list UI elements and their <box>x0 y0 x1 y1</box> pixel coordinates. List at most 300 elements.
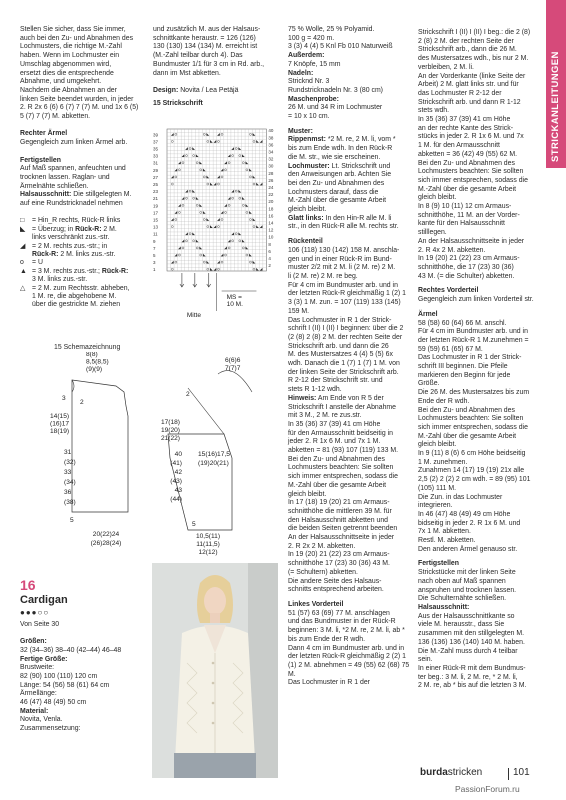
text-line: In 19 (20) 21 (22) 23 cm Armaus- <box>288 551 390 559</box>
legend-row <box>20 259 144 267</box>
text-line: 7 Knöpfe, 15 mm <box>288 60 341 68</box>
legend-symbol <box>20 234 32 242</box>
legend-text: links verschränkt zus.-str. <box>32 234 110 242</box>
text-line: der letzten Rück-R 1 M.zunehmen = <box>418 336 529 344</box>
text-line: = 10 x 10 cm. <box>288 113 330 121</box>
text-line: li (2 M. re) 2 M. re beg. <box>288 272 358 280</box>
text-line: wdh. Danach die 1 (7) 1 (7) 1 M. von <box>288 360 400 368</box>
text-line: Die andere Seite des Halsaus- <box>288 577 382 585</box>
legend-symbol <box>20 276 32 284</box>
legend-text: 3 M. links zus.-str. <box>32 276 88 284</box>
text-line: muster 2/2 mit 2 M. li (2 M. re) 2 M. <box>288 264 396 272</box>
sleeve-length-value: 46 (47) 48 (49) 50 cm <box>20 699 87 707</box>
column-2 <box>153 26 278 108</box>
sizes-heading: Größen: <box>20 638 47 646</box>
text-line: bis zum Ende der R wdh. <box>288 635 365 643</box>
chest-value: 82 (90) 100 (110) 120 cm <box>20 672 98 680</box>
repeat-label-2: 10 M. <box>226 301 243 308</box>
text-line: 130 (130) 134 (134) M. erreicht ist <box>153 43 258 51</box>
text-line: Größe. <box>418 380 440 388</box>
text-line: bei den Zu- und Abnahmen des <box>288 179 385 187</box>
text-line: sich immer entsprechen, sodass die <box>288 473 398 481</box>
text-line: 106 (118) 130 (142) 158 M. anschla- <box>288 246 400 254</box>
text-line: 2. R 2x 2 M. abketten. <box>288 542 356 550</box>
page-number: 101 <box>513 767 530 778</box>
text-line: M.-Zahl über die gesamte Arbeit <box>418 432 517 440</box>
row-label-left: 17 <box>153 210 159 216</box>
back-height-dim: 36 <box>64 489 72 496</box>
row-label-right: 24 <box>268 185 274 190</box>
sleeve-length-dim: 43 <box>174 487 182 494</box>
text-line: ersetzt dies die entsprechende <box>20 69 114 77</box>
text-line: gleich bleibt. <box>288 490 327 498</box>
text-line: Das Lochmuster in R 1 der <box>288 679 370 687</box>
text-line: der letzten Rück-R gleichmäßig 1 (2) 1 <box>288 290 406 298</box>
text-line: Bei den Zu- und Abnahmen des <box>288 455 385 463</box>
text-line: Maschenprobe: <box>288 95 339 103</box>
legend-text: = U <box>32 259 43 267</box>
text-line: 3 (3) 1 M. zun. = 107 (119) 133 (145) <box>288 299 401 307</box>
row-label-left: 27 <box>153 174 159 180</box>
footer-separator <box>508 768 509 780</box>
text-line: stilllegen. <box>418 229 447 237</box>
pattern-section-16 <box>20 578 146 734</box>
text-line: der letzten Rück-R gleichmäßig 2 (2) 1 <box>288 653 406 661</box>
text-line: Lochmusters beachten: Sie sollten <box>288 464 394 472</box>
row-label-right: 18 <box>268 206 274 212</box>
schema-title: 15 Schemazeichnung <box>54 344 121 351</box>
text-line: In 8 (9) 10 (11) 12 cm Armaus- <box>418 203 512 211</box>
text-line: trocknen lassen. Raglan- und <box>20 173 110 181</box>
footer-brand-light: stricken <box>447 767 483 778</box>
legend-row <box>20 251 144 259</box>
text-line: die beiden Seiten getrennt beenden <box>288 525 398 533</box>
row-label-left: 1 <box>153 267 156 273</box>
text-line: schnitthöhe, die 17 (23) 30 (36) <box>418 263 514 271</box>
back-top-dim: 8,5(8,5) <box>86 358 109 366</box>
text-line: Glatt links: In den Hin-R alle M. li <box>288 214 392 222</box>
text-line: In 35 (36) 37 (39) 41 cm Höhe <box>288 420 381 428</box>
watermark: PassionForum.ru <box>455 784 520 794</box>
text-line: der linken Seite der Strickschrift arb. <box>288 368 399 376</box>
sleeve-left-dim: 17(18) <box>160 419 180 426</box>
row-label-right: 38 <box>268 135 274 141</box>
legend-text: Rück-R: 2 M. links zus.-str. <box>32 251 116 259</box>
neckband-text <box>153 26 278 78</box>
repeat-label: MS = <box>226 294 242 301</box>
text-line: Strickschrift arb. und dann R 1-12 <box>418 98 521 106</box>
text-line: Nachdem die Abnahmen an der <box>20 86 117 94</box>
text-line: 2. R 2x 6 (6) 6 (7) 7 (7) M. und 1x 6 (5) <box>20 104 139 112</box>
text-line: Auf Maß spannen, anfeuchten und <box>20 165 126 173</box>
row-label-left: 19 <box>153 203 159 209</box>
text-line: Rippenmst: *2 M. re, 2 M. li, vom * <box>288 136 396 144</box>
text-line: schnitthöhe die mittleren 39 M. für <box>288 507 392 515</box>
legend-text: = Überzug; in Rück-R: 2 M. <box>32 225 117 233</box>
text-line: Ärmel <box>418 310 438 318</box>
sleeve-left-dim: 21(22) <box>160 435 180 442</box>
text-line: Lochmusters beachten: Sie sollten <box>418 415 524 423</box>
text-line: schnitthöhe, 11 M. an der Vorder- <box>418 211 520 219</box>
text-line: M.-Zahl über die gesamte Arbeit <box>288 481 387 489</box>
text-line: Bundmuster 1/1 für 3 cm in Rd. arb., <box>153 60 265 68</box>
text-line: abketten = 81 (93) 107 (119) 133 M. <box>288 447 399 455</box>
text-line: Strickschrift I anstelle der Abnahme <box>288 403 397 411</box>
text-line: Rückenteil <box>288 238 323 246</box>
legend-text: über die gestrickte M. ziehen <box>32 301 121 309</box>
text-line: nach oben auf Maß spannen <box>418 577 506 585</box>
text-line: schrift III beginnen. Die Pfeile <box>418 363 508 371</box>
text-line: (105) 111 M. <box>418 484 457 492</box>
text-line: (= Schultern) abketten. <box>288 568 358 576</box>
row-label-left: 31 <box>153 160 159 166</box>
text-line: Bei den Zu- und Abnahmen des <box>418 406 515 414</box>
text-line: Strickstücke mit der linken Seite <box>418 569 516 577</box>
schema-drawing <box>20 352 285 560</box>
text-line: In 9 (11) 8 (6) 6 cm Höhe beidseitig <box>418 450 526 458</box>
text-line: Die Schulternähte schließen. <box>418 595 507 603</box>
text-line: gleich bleibt. <box>418 441 457 449</box>
text-line: abketten = 36 (42) 49 (55) 62 M. <box>418 150 518 158</box>
size-arrow <box>207 273 211 287</box>
text-line: dann im Mst abketten. <box>153 69 221 77</box>
front-top-dim: 7(7)7 <box>225 365 241 372</box>
legend-symbol: △ <box>20 284 26 292</box>
column-1 <box>20 26 144 310</box>
text-line: 100 g = 420 m. <box>288 34 335 42</box>
legend-text: = 2 M. rechts zus.-str.; in <box>32 242 108 250</box>
legend-row <box>20 217 144 225</box>
length-value: Länge: 54 (56) 58 (61) 64 cm <box>20 681 110 689</box>
sizes-value: 32 (34–36) 38–40 (42–44) 46–48 <box>20 646 122 654</box>
knitting-chart <box>153 127 279 337</box>
text-line: 2. R 4x 2 M. abketten. <box>418 246 486 254</box>
text-line: Lochmusters darauf, dass die <box>288 188 379 196</box>
text-line: 51 (57) 63 (69) 77 M. anschlagen <box>288 609 390 617</box>
text-line: Die Zun. in das Lochmuster <box>418 493 503 501</box>
intro-text <box>20 26 144 122</box>
text-line: Strickschrift I (II) I (II) I beg.: die 2 (8) <box>418 29 531 36</box>
row-label-left: 5 <box>153 252 156 258</box>
column-4 <box>418 29 534 691</box>
text-line: Fertigstellen <box>418 560 459 568</box>
row-label-left: 11 <box>153 231 158 237</box>
back-height-dim: (34) <box>64 479 76 486</box>
text-line: den Anweisungen arb. Achten Sie <box>288 171 392 179</box>
text-line: Das Lochmuster in R 1 der Strick- <box>288 316 392 324</box>
text-line: 43 M. (= die Schulter) abketten. <box>418 272 515 280</box>
text-line: Dann 4 cm im Bundmuster arb. und in <box>288 644 405 652</box>
row-label-right: 26 <box>268 177 274 183</box>
legend-symbol: ▲ <box>20 267 27 275</box>
row-label-left: 39 <box>153 132 159 138</box>
front-top-dim: 6(6)6 <box>225 357 241 364</box>
text-line: Restl. M. abketten. <box>418 537 476 545</box>
legend-text: = 2 M. zum Rechtsstr. abheben, <box>32 284 130 292</box>
back-height-dim: (38) <box>64 499 76 506</box>
text-line: In 46 (47) 48 (49) 49 cm Höhe <box>418 510 511 518</box>
sleeve-length-dim: (43) <box>170 478 182 485</box>
row-label-left: 13 <box>153 224 159 230</box>
text-line: sich immer entsprechen, sodass die <box>418 176 528 184</box>
text-line: Stricknd Nr. 3 <box>288 78 330 86</box>
chart-title: 15 Strickschrift <box>153 99 203 107</box>
text-line: haben. Wenn im Lochmuster ein <box>20 52 120 60</box>
text-line: stücks in jeder 2. R 1x 6 M. und 7x <box>418 133 524 141</box>
footer-brand <box>420 767 482 778</box>
back-rib-dim: 5 <box>70 517 74 524</box>
text-line: M.-Zahl über die gesamte Arbeit <box>288 197 387 205</box>
back-width-dim: (26)28(24) <box>90 540 122 547</box>
text-line: Die M.-Zahl muss durch 4 teilbar <box>418 647 518 655</box>
row-label-right: 10 <box>268 234 274 240</box>
text-line: gleich bleibt. <box>288 206 327 214</box>
text-line: In 35 (36) 37 (39) 41 cm Höhe <box>418 116 511 124</box>
legend-text: = 3 M. rechts zus.-str.; Rück-R: <box>32 267 129 275</box>
front-neck-curve <box>218 371 252 392</box>
text-line: integrieren. <box>418 502 453 510</box>
text-line: Lochmusters beachten: Sie sollten <box>418 168 524 176</box>
text-line: In einer Rück-R mit dem Bundmus- <box>418 664 526 672</box>
row-label-right: 12 <box>268 227 274 233</box>
legend-text: 1 M. re, die abgehobene M. <box>32 293 117 301</box>
text-line: R 2-12 der Strickschrift str. und <box>288 377 383 385</box>
text-line: und das Bundmuster in der Rück-R <box>288 618 396 626</box>
text-line: jeder 2. R 1x 6 M. und 7x 1 M. <box>288 438 381 446</box>
text-line: des Mustersatzes wdh., bis nur 2 M. <box>418 55 529 63</box>
footer-brand-bold: burda <box>420 767 448 778</box>
text-line: Gegengleich zum linken Ärmel arb. <box>20 139 128 147</box>
text-line: Aus der Halsausschnittkante so <box>418 612 515 620</box>
text-line: (1) 2 M. abnehmen = 49 (55) 62 (68) 75 <box>288 661 410 669</box>
text-line: 1 M. für den Armausschnitt <box>418 142 500 150</box>
legend-symbol <box>20 251 32 259</box>
text-line: 2,5 (2) 2 (2) 2 cm wdh. = 89 (95) 101 <box>418 476 531 484</box>
sleeve-rib-dim: 5 <box>192 521 196 528</box>
text-line: schnitthöhe 17 (23) 30 (36) 43 M. <box>288 560 390 568</box>
sleeve-width-dim: 10,5(11) <box>195 533 221 540</box>
text-line: und zusätzlich M. aus der Halsaus- <box>153 26 261 33</box>
legend-symbol: ◣ <box>20 225 26 233</box>
text-line: M. <box>288 670 296 678</box>
text-line: für den Armausschnitt beidseitig in <box>288 429 393 437</box>
row-label-right: 32 <box>268 156 274 162</box>
text-line: An der Halsausschnittseite in jeder <box>288 534 395 542</box>
text-line: Abnahme, und umgekehrt. <box>20 78 102 86</box>
text-line: Stellen Sie sicher, dass Sie immer, <box>20 26 126 33</box>
text-line: bis zum Ende wdh. In den Rück-R <box>288 145 393 153</box>
row-label-left: 29 <box>153 167 159 173</box>
text-line: Halsausschnitt: <box>418 604 470 611</box>
sleeve-width-dim: 12(12) <box>198 549 218 556</box>
row-label-left: 33 <box>153 153 159 159</box>
legend-row <box>20 226 144 234</box>
row-label-right: 28 <box>268 170 274 176</box>
row-label-right: 36 <box>268 142 274 148</box>
row-label-left: 9 <box>153 238 156 244</box>
sleeve-right-dim: (19)20(21) <box>198 460 229 467</box>
row-label-left: 23 <box>153 189 159 195</box>
text-line: M. des Mustersatzes 4 (4) 5 (5) 6x <box>288 351 393 359</box>
text-line: Nadeln: <box>288 69 314 77</box>
legend-row <box>20 293 144 301</box>
back-top-dim-2: 2 <box>80 399 84 406</box>
text-line: gleich bleibt. <box>418 194 457 202</box>
text-line: An der Vorderkante (linke Seite der <box>418 72 526 80</box>
back-left-dim: 14(15) <box>50 413 70 420</box>
text-line: Muster: <box>288 127 313 135</box>
legend-symbol <box>20 293 32 301</box>
row-label-right: 30 <box>268 163 274 169</box>
text-line: schnittkante heraustr. = 126 (126) <box>153 34 256 42</box>
text-line: (M.-Zahl teilbar durch 4). Das <box>153 52 243 60</box>
text-line: kante für den Halsausschnitt <box>418 220 505 228</box>
sleeve-length-dim: (41) <box>170 460 182 467</box>
text-line: Umschlag abgenommen wird, <box>20 60 112 68</box>
heading-right-sleeve: Rechter Ärmel <box>20 130 68 138</box>
text-line: sein. <box>418 656 433 664</box>
text-line: In 19 (20) 21 (22) 23 cm Armaus- <box>418 255 520 263</box>
text-line: Rechtes Vorderteil <box>418 287 479 295</box>
row-label-right: 34 <box>268 149 274 155</box>
text-line: In 17 (18) 19 (20) 21 cm Armaus- <box>288 499 390 507</box>
size-arrow <box>180 273 184 287</box>
text-line: str., in den Rück-R alle M. rechts str. <box>288 223 399 231</box>
finished-size-heading: Fertige Größe: <box>20 655 68 663</box>
legend-text: = Hin_R rechts, Rück-R links <box>32 217 121 225</box>
row-label-right: 14 <box>268 220 274 226</box>
legend-row <box>20 285 144 293</box>
side-tab-label: STRICKANLEITUNGEN <box>550 51 561 162</box>
text-line: 58 (58) 60 (64) 66 M. anschl. <box>418 319 507 327</box>
text-line: Zunahmen 14 (17) 19 (19) 21x alle <box>418 467 525 475</box>
back-left-dim: (16)17 <box>50 420 70 428</box>
row-label-left: 25 <box>153 181 159 187</box>
text-line: 159 M. <box>288 307 310 315</box>
text-line: die M. str., wie sie erscheinen. <box>288 153 381 161</box>
row-label-left: 35 <box>153 146 159 152</box>
row-label-right: 22 <box>268 192 274 198</box>
text-line: 7x 1 M. abketten. <box>418 528 471 536</box>
page-reference: Von Seite 30 <box>20 620 60 628</box>
text-line: schnitts entsprechend arbeiten. <box>288 586 384 594</box>
text-line: (2 (8) 2 (8) 2 M. der rechten Seite der <box>288 333 403 341</box>
text-line: beginnen: 3 M. li, *2 M. re, 2 M. li, ab * <box>288 627 405 635</box>
legend-row <box>20 234 144 242</box>
legend-symbol: ◢ <box>20 242 26 250</box>
text-line: Rundstricknadeln Nr. 3 (80 cm) <box>288 86 383 94</box>
chart-legend <box>20 217 144 309</box>
chest-label: Brustweite: <box>20 664 55 672</box>
text-line: 136 (136) 136 (140) 140 M. haben. <box>418 638 525 646</box>
sleeve-length-dim: 42 <box>174 469 182 476</box>
text-line: Das Lochmuster in R 1 der Strick- <box>418 354 522 362</box>
row-label-left: 7 <box>153 245 156 251</box>
row-label-right: 16 <box>268 213 274 219</box>
text-line: Ende der R wdh. <box>418 397 470 405</box>
text-line: das Lochmuster R 2-12 der <box>418 89 502 97</box>
design-value: Novita / Lea Petäjä <box>178 86 239 94</box>
text-line: den Halsausschnitt abketten und <box>288 516 388 524</box>
row-label-right: 2 <box>268 263 271 269</box>
design-label: Design: <box>153 86 179 94</box>
sleeve-length-dim: (44) <box>170 496 182 503</box>
row-label-right: 6 <box>268 248 271 254</box>
text-line: Arbeit) 2 M. glatt links str. und für <box>418 81 519 89</box>
back-height-dim: 33 <box>64 469 72 476</box>
text-line: markieren den Beginn für jede <box>418 371 511 379</box>
text-line: Außerdem: <box>288 52 325 60</box>
back-height-dim: 31 <box>64 449 72 456</box>
text-line: Linkes Vorderteil <box>288 601 344 608</box>
text-line: gen und in einer Rück-R im Bund- <box>288 255 392 263</box>
row-label-right: 20 <box>268 199 274 205</box>
material-heading: Material: <box>20 707 49 715</box>
row-label-left: 21 <box>153 196 159 202</box>
column-3 <box>288 26 410 688</box>
difficulty-dots: ●●●○○ <box>20 608 50 617</box>
legend-row <box>20 243 144 251</box>
row-label-left: 37 <box>153 139 159 145</box>
legend-row <box>20 301 144 309</box>
text-line: schrift I (II) I (II) I beginnen: über die 2 <box>288 325 404 333</box>
neck-text: Die stillgelegten M. <box>71 191 132 199</box>
text-line: M.-Zahl über die gesamte Arbeit <box>418 185 517 193</box>
text-line: Hinweis: Am Ende von R 5 der <box>288 394 384 402</box>
text-line: linken Seite beendet wurden, in jeder <box>20 95 134 103</box>
text-line: Bei den Zu- und Abnahmen des <box>418 159 515 167</box>
text-line: viele M. herausstr., dass Sie <box>418 621 505 629</box>
text-line: 2 (8) 2 M. der rechten Seite der <box>418 37 514 45</box>
finish-text <box>20 165 144 191</box>
sleeve-length-dim: 40 <box>174 451 182 458</box>
text-line: Für 4 cm im Bundmuster arb. und in <box>288 281 398 289</box>
sleeve-top-dim: 2 <box>186 391 190 398</box>
back-top-dim: (9)(9) <box>86 366 103 373</box>
text-line: zusammen mit den stillgelegten M. <box>418 630 525 638</box>
text-line: 2 M. re, ab * bis auf die letzten 3 M. <box>418 682 527 690</box>
text-line: Ärmelnähte schließen. <box>20 182 89 190</box>
text-line: Strickschrift arb. und dann die 26 <box>288 342 389 350</box>
text-line: 3 (3) 4 (4) 5 Knl Fb 010 Naturweiß <box>288 43 393 51</box>
text-line: auch bei den Zu- und Abnahmen des <box>20 34 134 42</box>
text-line: 75 % Wolle, 25 % Polyamid. <box>288 26 375 33</box>
text-line: Für 4 cm im Bundmuster arb. und in <box>418 328 528 336</box>
text-line: Lochmuster: Lt. Strickschrift und <box>288 162 391 170</box>
back-height-dim: (32) <box>64 459 76 466</box>
row-label-right: 8 <box>268 241 271 247</box>
text-line: Den anderen Ärmel genauso str. <box>418 545 518 553</box>
legend-symbol <box>20 301 32 309</box>
material-line-1: Novita, Venla. <box>20 716 63 724</box>
legend-symbol: □ <box>20 217 25 225</box>
sleeve-right-dim: 15(16)17,5 <box>198 451 230 458</box>
heading-finish: Fertigstellen <box>20 156 61 164</box>
text-line: stets wdh. <box>418 107 450 115</box>
center-label: Mitte <box>186 312 201 319</box>
back-left-dim: 18(19) <box>50 428 70 435</box>
right-sleeve-text <box>20 139 144 148</box>
text-line: Die 26 M. des Mustersatzes bis zum <box>418 389 530 397</box>
neck-label: Halsausschnitt: <box>20 191 72 199</box>
text-line: verbleiben, 2 M. li. <box>418 63 474 71</box>
legend-symbol: o <box>20 259 24 267</box>
legend-row <box>20 268 144 276</box>
text-line: sich immer entsprechen, sodass die <box>418 423 528 431</box>
text-line: ter beg.: 3 M. li, 2 M. re, * 2 M. li, <box>418 673 518 681</box>
material-line-2: Zusammensetzung: <box>20 725 81 733</box>
sleeve-width-dim: 11(11,5) <box>196 541 220 548</box>
